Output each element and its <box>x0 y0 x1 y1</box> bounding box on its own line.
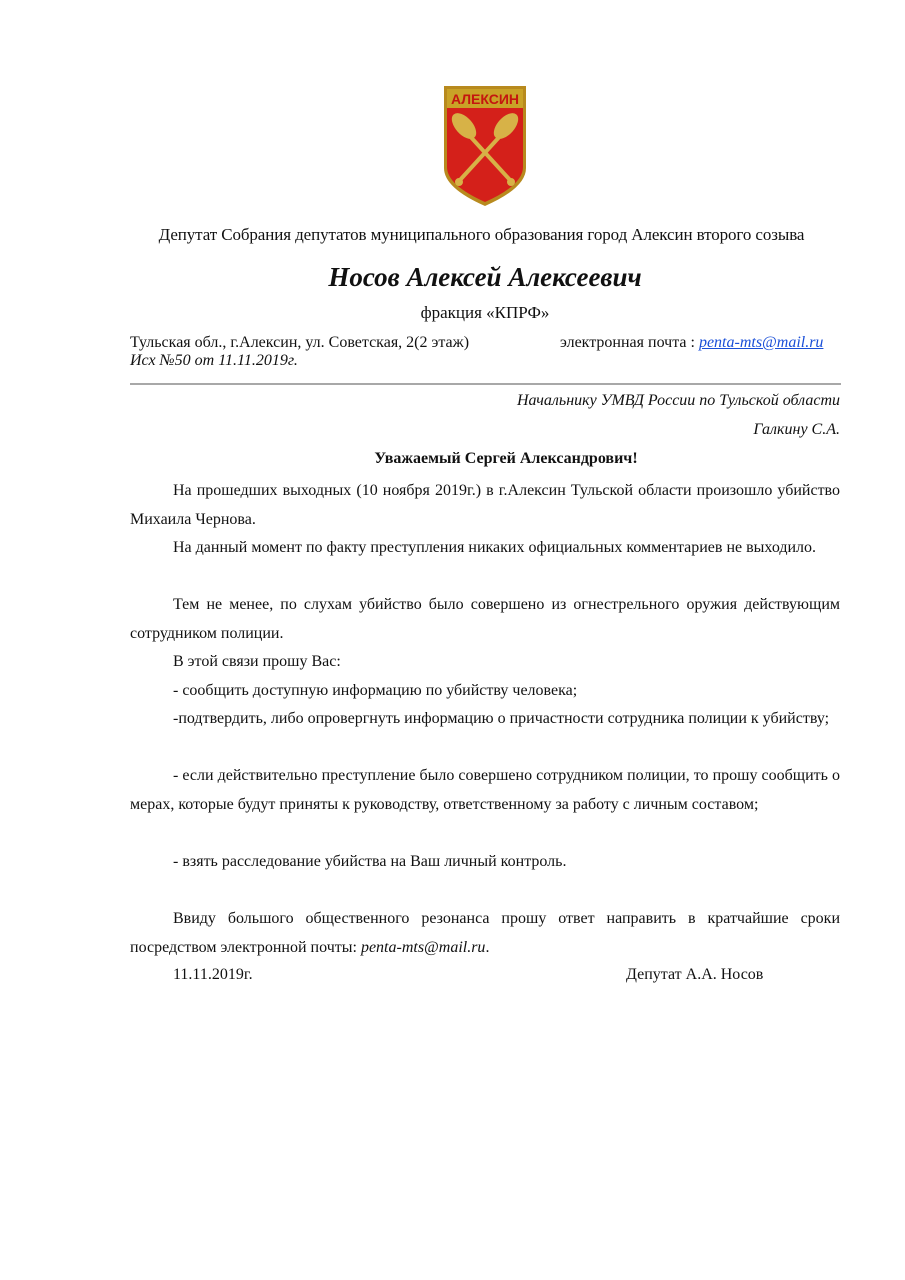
header-divider <box>130 383 841 385</box>
request-item-2: -подтвердить, либо опровергнуть информацию о причастности сотрудника полиции к убийству; <box>173 710 830 727</box>
closing-paragraph <box>130 905 840 962</box>
deputy-name: Носов Алексей Алексеевич <box>328 262 642 292</box>
address: Тульская обл., г.Алексин, ул. Советская, 2(2 этаж) <box>130 334 470 351</box>
paragraph-3: Тем не менее, по слухам убийство было совершено из огнестрельного оружия действующим сотрудником полиции. <box>130 596 840 642</box>
closing-text: Ввиду большого общественного резонанса прошу ответ направить в кратчайшие сроки посредством электронной почты: <box>130 910 840 956</box>
alexin-coat-of-arms-icon <box>440 84 530 208</box>
closing-period: . <box>485 938 490 956</box>
recipient-name: Галкину С.А. <box>753 421 840 438</box>
paragraph-2: На данный момент по факту преступления никаких официальных комментариев не выходило. <box>173 539 817 556</box>
email-label: электронная почта : <box>560 334 699 351</box>
request-item-4: - взять расследование убийства на Ваш личный контроль. <box>173 853 567 870</box>
email-link[interactable]: penta-mts@mail.ru <box>698 334 824 351</box>
closing-email: penta-mts@mail.ru <box>360 938 486 956</box>
paragraph-4: В этой связи прошу Вас: <box>173 653 341 670</box>
faction-label: фракция «КПРФ» <box>420 303 550 322</box>
signature: Депутат А.А. Носов <box>626 966 764 983</box>
deputy-title: Депутат Собрания депутатов муниципального образования город Алексин второго созыва <box>158 225 805 244</box>
request-item-3: - если действительно преступление было совершено сотрудником полиции, то прошу сообщить о мерах, которые будут приняты к руководству, ответственному за работу с личным составом; <box>130 767 840 813</box>
crest-banner-text: АЛЕКСИН <box>450 91 520 107</box>
request-item-1: - сообщить доступную информацию по убийству человека; <box>173 682 578 699</box>
letter-date: 11.11.2019г. <box>173 966 253 983</box>
salutation: Уважаемый Сергей Александрович! <box>374 450 638 467</box>
paragraph-1: На прошедших выходных (10 ноября 2019г.) в г.Алексин Тульской области произошло убийство Михаила Чернова. <box>130 482 840 528</box>
outgoing-number: Исх №50 от 11.11.2019г. <box>130 352 298 369</box>
email-block <box>560 334 823 352</box>
recipient-position: Начальнику УМВД России по Тульской области <box>516 392 840 409</box>
